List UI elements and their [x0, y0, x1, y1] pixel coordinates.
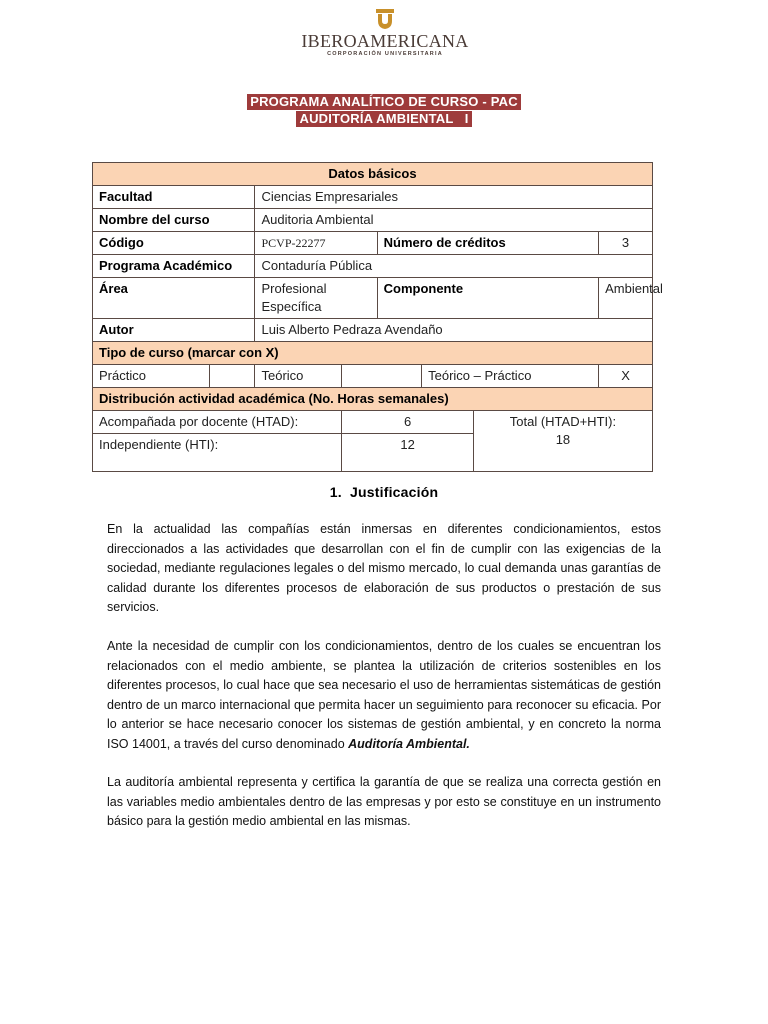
area-value: Profesional Específica	[255, 278, 377, 319]
table-row	[93, 209, 653, 232]
independiente-value: 12	[342, 434, 473, 472]
table-row	[93, 163, 653, 186]
codigo-value: PCVP-22277	[255, 232, 377, 255]
section-heading	[0, 484, 768, 500]
area-label: Área	[93, 278, 255, 319]
logo-subtitle: CORPORACIÓN UNIVERSITARIA	[327, 51, 443, 57]
practico-mark	[209, 365, 255, 388]
facultad-value: Ciencias Empresariales	[255, 186, 653, 209]
componente-value: Ambiental	[599, 278, 653, 319]
logo-name: IBEROAMERICANA	[301, 31, 469, 51]
course-title: AUDITORÍA AMBIENTAL I	[296, 111, 471, 127]
table-row	[93, 278, 653, 319]
total-label: Total (HTAD+HTI):	[509, 414, 617, 429]
acompanada-value: 6	[342, 411, 473, 434]
independiente-label: Independiente (HTI):	[93, 434, 342, 472]
codigo-label: Código	[93, 232, 255, 255]
section-title: Justificación	[350, 484, 439, 500]
teorico-practico-label: Teórico – Práctico	[422, 365, 599, 388]
section-number: 1.	[329, 484, 342, 500]
paragraph-2	[107, 637, 661, 754]
table-row	[93, 255, 653, 278]
distribucion-header: Distribución actividad académica (No. Horas semanales)	[93, 388, 653, 411]
datos-basicos-header: Datos básicos	[93, 163, 653, 186]
tipo-curso-header: Tipo de curso (marcar con X)	[93, 342, 653, 365]
facultad-label: Facultad	[93, 186, 255, 209]
table-row	[93, 342, 653, 365]
university-logo	[300, 8, 470, 64]
creditos-label: Número de créditos	[377, 232, 598, 255]
paragraph-2-text: Ante la necesidad de cumplir con los condicionamientos, dentro de los cuales se encuentran los relacionados con el medio ambiente, se plantea la utilización de criterios sostenibles en los diferentes procesos, lo cual hace que sea necesario el uso de herramientas sistemáticas de gestión dentro de un marco internacional que permita hacer un seguimiento para reconocer su eficacia. Por lo anterior se hace necesario conocer los sistemas de gestión ambiental, y en concreto la norma ISO 14001, a través del curso denominado	[107, 639, 661, 751]
teorico-label: Teórico	[255, 365, 342, 388]
table-row	[93, 232, 653, 255]
paragraph-1: En la actualidad las compañías están inmersas en diferentes condicionamientos, estos direccionados a las actividades que desarrollan con el fin de cumplir con las exigencias de la sociedad, mediante regulaciones legales o del mismo mercado, lo cual demanda unas garantías de calidad durante los diferentes procesos de elaboración de sus productos o prestación de sus servicios.	[107, 522, 661, 614]
creditos-value: 3	[599, 232, 653, 255]
acompanada-label: Acompañada por docente (HTAD):	[93, 411, 342, 434]
document-title: PROGRAMA ANALÍTICO DE CURSO - PAC	[247, 94, 521, 110]
table-row	[93, 411, 653, 434]
practico-label: Práctico	[93, 365, 210, 388]
course-name-emphasis: Auditoría Ambiental.	[348, 736, 470, 751]
programa-label: Programa Académico	[93, 255, 255, 278]
shield-logo-icon	[374, 8, 396, 30]
total-cell	[473, 411, 652, 472]
autor-label: Autor	[93, 319, 255, 342]
table-row	[93, 365, 653, 388]
basic-data-table	[92, 162, 663, 472]
nombre-curso-value: Auditoria Ambiental	[255, 209, 653, 232]
table-row	[93, 319, 653, 342]
title-line-2-wrap	[0, 110, 768, 128]
teorico-practico-mark: X	[599, 365, 653, 388]
nombre-curso-label: Nombre del curso	[93, 209, 255, 232]
autor-value: Luis Alberto Pedraza Avendaño	[255, 319, 653, 342]
table-row	[93, 388, 653, 411]
table-row	[93, 186, 653, 209]
total-value: 18	[555, 432, 571, 447]
title-line-1-wrap	[0, 93, 768, 111]
teorico-mark	[342, 365, 422, 388]
paragraph-3: La auditoría ambiental representa y certifica la garantía de que se realiza una correcta gestión en las variables medio ambientales dentro de las empresas y por esto se constituye en un instrumento básico para la gestión medio ambiental en las mismas.	[107, 775, 661, 828]
programa-value: Contaduría Pública	[255, 255, 653, 278]
componente-label: Componente	[377, 278, 598, 319]
